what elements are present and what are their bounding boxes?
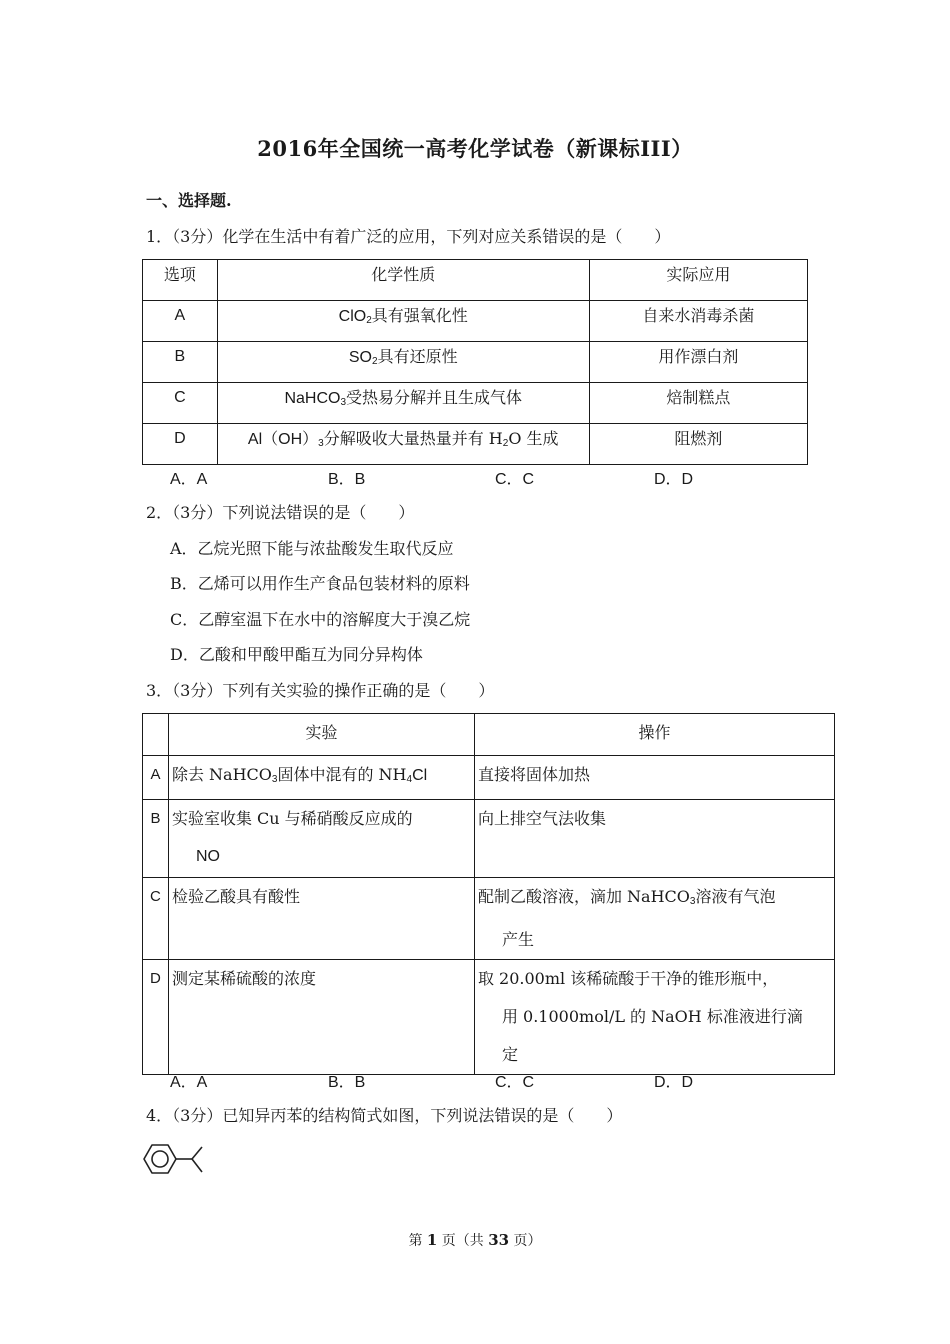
operation-cell: [474, 878, 834, 960]
operation-cell: [474, 960, 834, 1075]
table-row: [143, 383, 808, 424]
property-cell: [217, 301, 589, 342]
page-total: 33: [488, 1231, 510, 1249]
use-cell: 阻燃剂: [589, 424, 807, 465]
question-4-stem: 4．（3分）已知异丙苯的结构简式如图，下列说法错误的是（ ）: [146, 1106, 623, 1125]
operation-cell: 向上排空气法收集: [474, 800, 834, 878]
subscript: 3: [271, 774, 278, 785]
table-row: [143, 424, 808, 465]
row-label: C: [143, 383, 218, 424]
benzene-ring: [144, 1145, 176, 1173]
subscript: 4: [406, 774, 413, 785]
page-footer: [0, 1230, 950, 1250]
property-cell: [217, 424, 589, 465]
subscript: 3: [318, 438, 324, 449]
row-label: A: [143, 301, 218, 342]
property-cell: [217, 383, 589, 424]
page-title: 2016年全国统一高考化学试卷（新课标III）: [257, 136, 693, 161]
answer-option-d: D．乙酸和甲酸甲酯互为同分异构体: [170, 645, 423, 664]
table-row: [143, 878, 835, 960]
table-header-cell: 操作: [474, 714, 834, 756]
experiment-text: 固体中混有的 NH: [277, 765, 407, 784]
row-label: B: [143, 800, 169, 878]
question-1-table: [142, 259, 808, 465]
table-row: [143, 301, 808, 342]
property-text: 分解吸收大量热量并有 H: [323, 429, 503, 448]
aromatic-circle: [152, 1151, 168, 1167]
subscript: 3: [689, 896, 696, 907]
operation-text: 用 0.1000mol/L 的 NaOH 标准液进行滴: [501, 1007, 803, 1026]
question-2-stem: 2．（3分）下列说法错误的是（ ）: [146, 503, 415, 522]
table-row: [143, 960, 835, 1075]
answer-option-c: C．C: [495, 1074, 535, 1091]
operation-text: 定: [501, 1045, 518, 1064]
experiment-cell: [168, 800, 474, 878]
property-text: 受热易分解并且生成气体: [346, 388, 523, 407]
subscript: 2: [372, 356, 378, 367]
operation-cell: 直接将固体加热: [474, 756, 834, 800]
operation-text: 溶液有气泡: [695, 887, 776, 906]
operation-text: 产生: [501, 930, 534, 949]
subscript: 3: [340, 397, 347, 408]
answer-option-d: D．D: [654, 471, 694, 488]
experiment-cell: [168, 756, 474, 800]
table-header-row: [143, 260, 808, 301]
footer-text: 页（共: [437, 1233, 489, 1249]
table-row: [143, 800, 835, 878]
formula: Cl: [412, 767, 428, 784]
answer-option-a: A．A: [170, 1074, 208, 1091]
operation-text: 取 20.00ml 该稀硫酸于干净的锥形瓶中，: [477, 969, 779, 988]
answer-option-b: B．B: [328, 471, 366, 488]
table-header-cell: 选项: [143, 260, 218, 301]
methyl-bond: [192, 1159, 202, 1172]
answer-option-b: B．B: [328, 1074, 366, 1091]
property-cell: [217, 342, 589, 383]
property-text: 具有还原性: [377, 347, 458, 366]
question-3-table: [142, 713, 835, 1075]
formula: Al（OH）: [247, 431, 319, 448]
answer-option-a: A．A: [170, 471, 208, 488]
answer-option-d: D．D: [654, 1074, 694, 1091]
answer-option-c: C．乙醇室温下在水中的溶解度大于溴乙烷: [170, 610, 471, 629]
table-header-cell: 实际应用: [589, 260, 807, 301]
row-label: C: [143, 878, 169, 960]
operation-text: 配制乙酸溶液，滴加 NaHCO: [477, 887, 690, 906]
table-header-cell: 化学性质: [217, 260, 589, 301]
footer-text: 页）: [509, 1233, 542, 1249]
question-3-stem: 3．（3分）下列有关实验的操作正确的是（ ）: [146, 681, 495, 700]
row-label: B: [143, 342, 218, 383]
table-header-cell: 实验: [168, 714, 474, 756]
use-cell: 用作漂白剂: [589, 342, 807, 383]
answer-option-a: A．乙烷光照下能与浓盐酸发生取代反应: [170, 539, 454, 558]
answer-option-c: C．C: [495, 471, 535, 488]
table-row: [143, 342, 808, 383]
question-1-stem: 1．（3分）化学在生活中有着广泛的应用，下列对应关系错误的是（ ）: [146, 227, 671, 246]
formula: SO: [348, 349, 372, 366]
isopropylbenzene-structure-figure: [140, 1138, 220, 1182]
formula: ClO: [338, 308, 367, 325]
row-label: D: [143, 424, 218, 465]
table-row: [143, 756, 835, 800]
row-label: A: [143, 756, 169, 800]
subscript: 2: [502, 438, 509, 449]
page-number: 1: [426, 1231, 438, 1249]
table-header-row: [143, 714, 835, 756]
formula: NaHCO: [284, 390, 341, 407]
experiment-cell: 检验乙酸具有酸性: [168, 878, 474, 960]
experiment-cell: 测定某稀硫酸的浓度: [168, 960, 474, 1075]
experiment-text: 实验室收集 Cu 与稀硝酸反应成的: [171, 809, 413, 828]
use-cell: 焙制糕点: [589, 383, 807, 424]
property-text: 具有强氧化性: [371, 306, 468, 325]
answer-option-b: B．乙烯可以用作生产食品包装材料的原料: [170, 574, 470, 593]
experiment-text: NO: [195, 848, 220, 865]
methyl-bond: [192, 1147, 202, 1159]
section-heading: 一、选择题.: [146, 191, 232, 210]
experiment-text: 除去 NaHCO: [171, 765, 272, 784]
footer-text: 第: [408, 1233, 427, 1249]
table-header-cell: [143, 714, 169, 756]
property-text: O 生成: [508, 429, 559, 448]
row-label: D: [143, 960, 169, 1075]
use-cell: 自来水消毒杀菌: [589, 301, 807, 342]
subscript: 2: [366, 315, 372, 326]
